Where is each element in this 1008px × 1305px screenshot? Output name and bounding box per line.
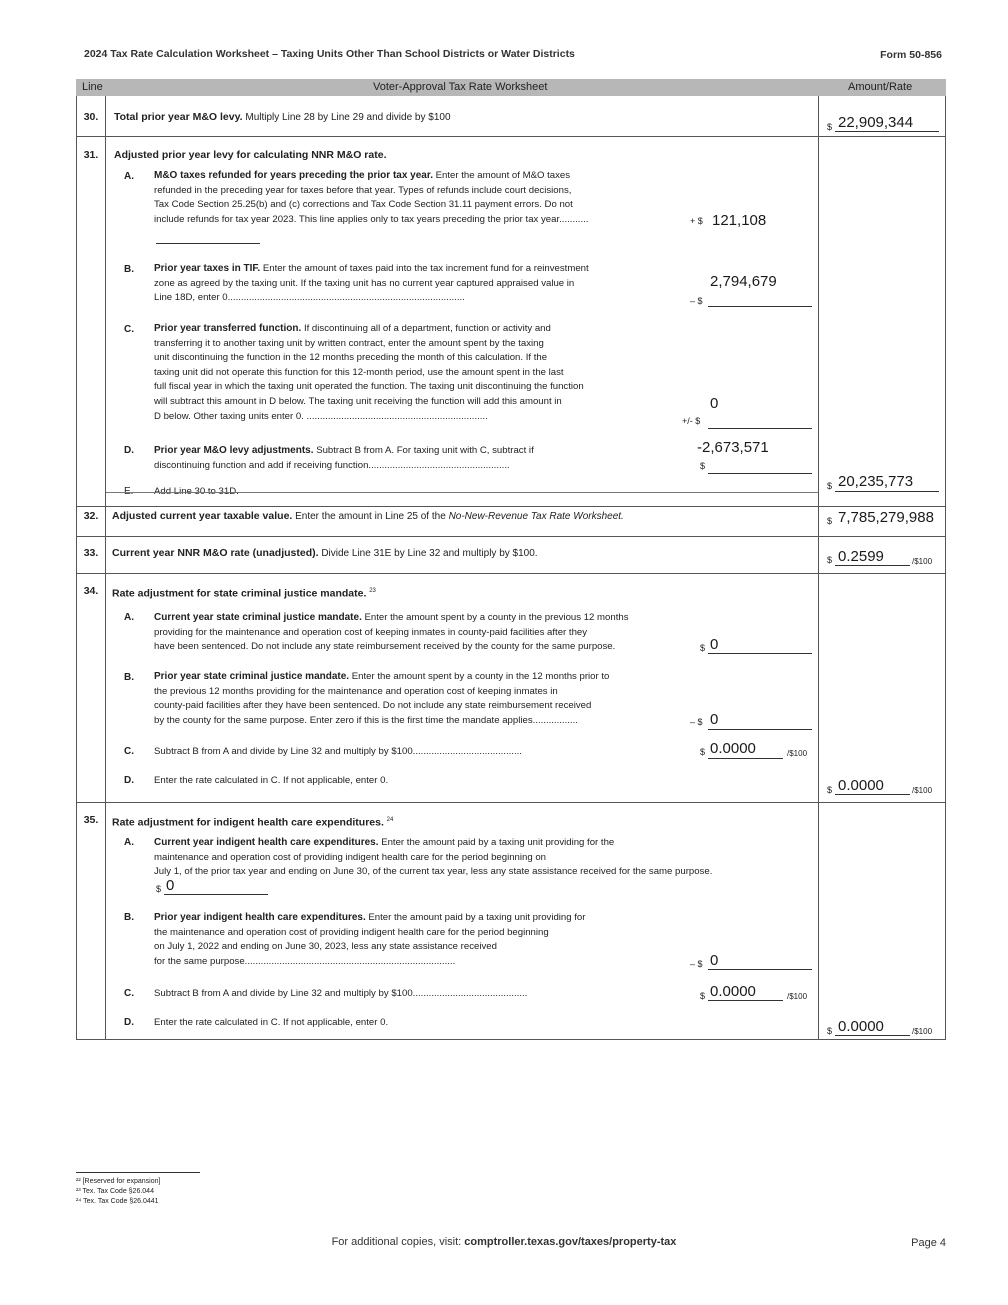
row-divider [76, 802, 946, 803]
line-number: 31. [83, 149, 99, 161]
currency-sign: $ [827, 1026, 833, 1036]
sub-letter: D. [124, 1017, 134, 1028]
footer-text: For additional copies, visit: [331, 1236, 462, 1248]
line-32-title: Adjusted current year taxable value. [112, 510, 293, 522]
sub-letter: A. [124, 171, 134, 182]
value-underline [835, 794, 910, 795]
footer [0, 1236, 1008, 1248]
line-30-title: Total prior year M&O levy. [114, 111, 243, 123]
line-number: 30. [83, 111, 99, 123]
line-31d-title: Prior year M&O levy adjustments. [154, 445, 314, 456]
line-35c-value: 0.0000 [710, 983, 756, 1000]
line-31e-value: 20,235,773 [838, 473, 914, 490]
col-amount-label: Amount/Rate [848, 81, 913, 93]
col-worksheet-label: Voter-Approval Tax Rate Worksheet [373, 81, 548, 93]
line-34a-value: 0 [710, 636, 719, 653]
footer-link[interactable]: comptroller.texas.gov/taxes/property-tax [464, 1236, 677, 1248]
sign-label: $ [700, 991, 706, 1001]
per-100-unit: /$100 [912, 786, 933, 795]
strike-line [106, 492, 818, 493]
desc-line: Enter the amount spent by a county in the 12 months prior to [351, 671, 610, 682]
value-underline [708, 758, 783, 759]
desc-line: Subtract B from A. For taxing unit with C, subtract if [316, 445, 534, 456]
page-number: Page 4 [911, 1237, 946, 1249]
desc-line: refunded in the preceding year for taxes before that year. Types of refunds include court decisions, [154, 184, 572, 196]
line-34c-value: 0.0000 [710, 740, 756, 757]
sign-label: $ [156, 884, 162, 894]
desc-line: full fiscal year in which the taxing unit operated the function. The taxing unit discontinuing the function [154, 381, 584, 393]
sign-label: +/- $ [682, 416, 701, 426]
per-100-unit: /$100 [787, 992, 808, 1001]
worksheet-title: 2024 Tax Rate Calculation Worksheet – Taxing Units Other Than School Districts or Water Districts [84, 48, 575, 60]
line-35b-title: Prior year indigent health care expenditures. [154, 912, 366, 923]
desc-line: maintenance and operation cost of providing indigent health care for the period beginning on [154, 851, 547, 863]
value-underline [835, 565, 910, 566]
currency-sign: $ [827, 122, 833, 132]
line-35b-value: 0 [710, 952, 719, 969]
sub-letter: B. [124, 672, 134, 683]
line-35c-desc: Subtract B from A and divide by Line 32 and multiply by $100........................................... [154, 988, 528, 999]
line-31c-desc [154, 322, 584, 424]
sub-letter: B. [124, 264, 134, 275]
line-32-text [112, 509, 624, 524]
value-underline [708, 969, 812, 970]
footnote: ²⁴ Tex. Tax Code §26.0441 [76, 1198, 159, 1205]
line-30-text [114, 110, 451, 125]
line-31c-title: Prior year transferred function. [154, 323, 302, 334]
value-underline [156, 243, 260, 244]
desc-line: by the county for the same purpose. Enter zero if this is the first time the mandate applies................. [154, 714, 578, 726]
line-35b-desc [154, 911, 585, 969]
desc-line: Enter the amount paid by a taxing unit providing for the [381, 837, 615, 848]
sub-letter: C. [124, 746, 134, 757]
sub-letter: A. [124, 837, 134, 848]
desc-line: discontinuing function and add if receiving function..................................................... [154, 459, 510, 471]
line-31-title: Adjusted prior year levy for calculating NNR M&O rate. [114, 149, 387, 161]
value-underline [835, 491, 939, 492]
column-header-band [76, 79, 946, 96]
line-31a-title: M&O taxes refunded for years preceding the prior tax year. [154, 170, 433, 181]
row-divider [76, 506, 946, 507]
line-32-value: 7,785,279,988 [838, 509, 934, 526]
value-underline [835, 1035, 910, 1036]
desc-line: for the same purpose............................................................................... [154, 955, 456, 967]
sign-label: + $ [690, 216, 703, 226]
row-divider [76, 536, 946, 537]
currency-sign: $ [827, 785, 833, 795]
desc-line: Line 18D, enter 0......................................................................................... [154, 292, 465, 304]
per-100-unit: /$100 [912, 557, 933, 566]
desc-line: Enter the amount of taxes paid into the tax increment fund for a reinvestment [262, 263, 589, 274]
desc-line: taxing unit did not operate this function for this 12-month period, use the amount spent in the last [154, 366, 564, 378]
line-35-heading [112, 813, 393, 830]
desc-line: the maintenance and operation cost of providing indigent health care for the period beginning [154, 926, 549, 938]
desc-line: unit discontinuing the function in the 12 months preceding the month of this calculation. If the [154, 352, 548, 364]
line-34b-value: 0 [710, 711, 719, 728]
desc-line: the previous 12 months providing for the maintenance and operation cost of keeping inmates in [154, 685, 558, 697]
line-31a-desc [154, 169, 588, 227]
per-100-unit: /$100 [787, 749, 808, 758]
desc-line: Enter the amount of M&O taxes [435, 170, 571, 181]
line-33-value: 0.2599 [838, 548, 884, 565]
footnote-ref: 23 [369, 588, 376, 594]
currency-sign: $ [827, 555, 833, 565]
sub-letter: D. [124, 445, 134, 456]
value-underline [708, 729, 812, 730]
footnote-ref: 24 [386, 817, 394, 823]
value-underline [708, 653, 812, 654]
line-col-divider [105, 96, 106, 1040]
value-underline [835, 131, 939, 132]
line-31c-value: 0 [710, 395, 719, 412]
line-35a-value: 0 [166, 877, 175, 894]
desc-line: If discontinuing all of a department, function or activity and [303, 323, 551, 334]
line-34d-desc: Enter the rate calculated in C. If not applicable, enter 0. [154, 775, 389, 786]
line-number: 33. [83, 547, 99, 559]
desc-line: providing for the maintenance and operation cost of keeping inmates in county-paid facilities after they [154, 626, 588, 638]
form-number: Form 50-856 [880, 49, 942, 61]
line-34c-desc: Subtract B from A and divide by Line 32 and multiply by $100......................................... [154, 746, 522, 757]
footnote: ²³ Tex. Tax Code §26.044 [76, 1188, 154, 1195]
desc-line: July 1, of the prior tax year and ending on June 30, of the current tax year, less any state assistance received for the same purpose. [154, 866, 713, 878]
line-33-title: Current year NNR M&O rate (unadjusted). [112, 547, 319, 559]
sign-label: $ [700, 643, 706, 653]
sign-label: – $ [690, 717, 703, 727]
line-31a-value: 121,108 [712, 212, 767, 229]
line-33-text [112, 546, 538, 561]
line-35-title: Rate adjustment for indigent health care expenditures. [112, 816, 384, 829]
line-30-instruction: Multiply Line 28 by Line 29 and divide by $100 [245, 112, 451, 123]
sign-label: $ [700, 461, 706, 471]
line-34d-value: 0.0000 [838, 777, 884, 794]
row-divider [76, 136, 946, 137]
row-divider [76, 573, 946, 574]
desc-line: D below. Other taxing units enter 0. .................................................................... [154, 410, 488, 422]
sub-letter: D. [124, 775, 134, 786]
value-underline [708, 428, 812, 429]
sign-label: $ [700, 747, 706, 757]
value-underline [164, 894, 268, 895]
desc-line: will subtract this amount in D below. The taxing unit receiving the function will add this amount in [154, 395, 562, 407]
worksheet-table [76, 96, 946, 1040]
line-34a-desc [154, 611, 629, 655]
line-35d-value: 0.0000 [838, 1018, 884, 1035]
desc-line: transferring it to another taxing unit by written contract, enter the amount spent by the taxing [154, 337, 544, 349]
sub-letter: A. [124, 612, 134, 623]
value-underline [708, 1000, 783, 1001]
desc-line: have been sentenced. Do not include any state reimbursement received by the county for the same purpose. [154, 641, 616, 653]
line-number: 35. [83, 814, 99, 826]
per-100-unit: /$100 [912, 1027, 933, 1036]
sub-letter: B. [124, 912, 134, 923]
line-32-instruction: Enter the amount in Line 25 of the [295, 511, 446, 522]
sub-letter: C. [124, 324, 134, 335]
line-31d-desc [154, 444, 534, 473]
desc-line: zone as agreed by the taxing unit. If the taxing unit has no current year captured appraised value in [154, 277, 575, 289]
footnote-rule [76, 1172, 200, 1173]
line-31b-value: 2,794,679 [710, 273, 777, 290]
col-line-label: Line [82, 81, 103, 93]
line-34b-desc [154, 670, 609, 728]
line-33-instruction: Divide Line 31E by Line 32 and multiply by $100. [321, 548, 538, 559]
line-35a-title: Current year indigent health care expenditures. [154, 837, 379, 848]
line-35d-desc: Enter the rate calculated in C. If not applicable, enter 0. [154, 1017, 389, 1028]
sub-letter: C. [124, 988, 134, 999]
desc-line: county-paid facilities after they have been sentenced. Do not include any state reimbursement received [154, 700, 592, 712]
line-31d-value: -2,673,571 [697, 439, 769, 456]
line-31b-desc [154, 262, 589, 306]
line-number: 34. [83, 585, 99, 597]
line-32-reference: No-New-Revenue Tax Rate Worksheet. [448, 511, 624, 522]
sign-label: – $ [690, 296, 703, 306]
footnote: ²² [Reserved for expansion] [76, 1178, 161, 1185]
line-34a-title: Current year state criminal justice mandate. [154, 612, 362, 623]
sign-label: – $ [690, 959, 703, 969]
line-31b-title: Prior year taxes in TIF. [154, 263, 261, 274]
line-34-title: Rate adjustment for state criminal justice mandate. [112, 587, 367, 600]
currency-sign: $ [827, 516, 833, 526]
value-underline [708, 306, 812, 307]
amount-col-divider [818, 96, 819, 1040]
line-34b-title: Prior year state criminal justice mandate. [154, 671, 350, 682]
currency-sign: $ [827, 481, 833, 491]
desc-line: Tax Code Section 25.25(b) and (c) corrections and Tax Code Section 31.11 payment errors. Do not [154, 199, 573, 211]
line-35a-desc [154, 836, 712, 880]
value-underline [708, 473, 812, 474]
desc-line: on July 1, 2022 and ending on June 30, 2023, less any state assistance received [154, 941, 497, 953]
line-30-value: 22,909,344 [838, 114, 914, 131]
line-34-heading [112, 584, 376, 601]
desc-line: Enter the amount paid by a taxing unit providing for [368, 912, 586, 923]
desc-line: Enter the amount spent by a county in the previous 12 months [364, 612, 629, 623]
line-number: 32. [83, 510, 99, 522]
desc-line: include refunds for tax year 2023. This line applies only to tax years preceding the prior tax year........... [154, 213, 589, 225]
